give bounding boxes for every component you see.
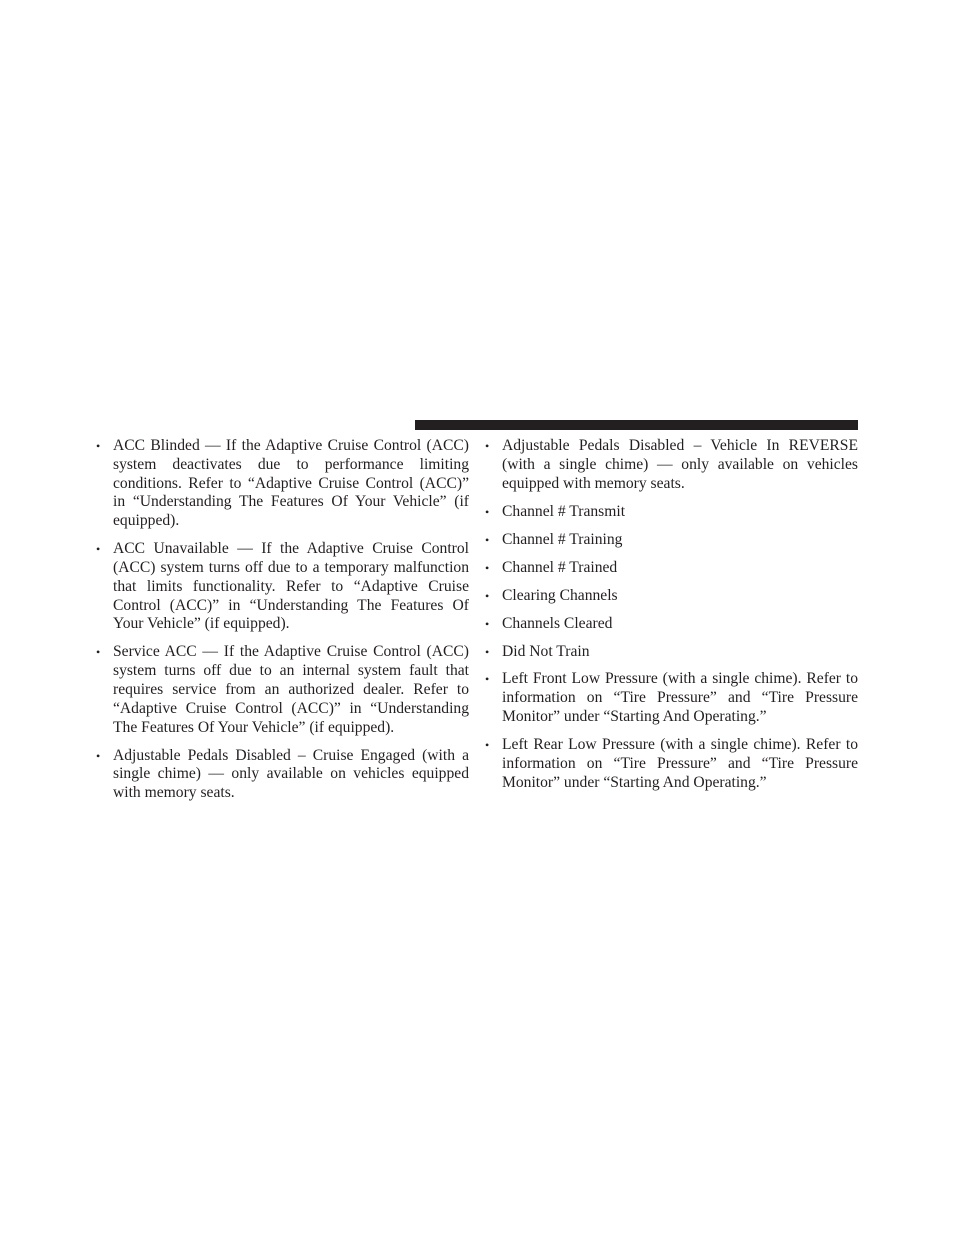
list-item: [485, 531, 858, 550]
list-item: [485, 503, 858, 522]
list-item-text: Channel # Trained: [502, 558, 618, 576]
list-item-text: Channel # Transmit: [502, 502, 626, 520]
bullet-icon: •: [96, 748, 101, 763]
list-item-text: ACC Blinded — If the Adaptive Cruise Control (ACC) system deactivates due to performance limiting conditions. Refer to “Adaptive Cruise Control (ACC)” in “Understanding The Features Of Your Vehicle” (if equipped).: [113, 437, 469, 530]
bullet-icon: •: [485, 672, 490, 687]
list-item: [96, 643, 469, 737]
list-item: [485, 587, 858, 606]
list-item-text: Adjustable Pedals Disabled – Vehicle In REVERSE (with a single chime) — only available on vehicles equipped with memory seats.: [502, 437, 858, 492]
list-item-text: Did Not Train: [502, 642, 590, 660]
list-item-text: Channel # Training: [502, 530, 623, 548]
bullet-icon: •: [96, 645, 101, 660]
list-item: [96, 540, 469, 634]
list-item: [485, 643, 858, 662]
left-column-list: [96, 437, 469, 812]
right-column-list: [485, 437, 858, 802]
bullet-icon: •: [96, 439, 101, 453]
bullet-icon: •: [485, 738, 490, 753]
list-item: [485, 736, 858, 792]
bullet-icon: •: [485, 616, 490, 631]
bullet-icon: •: [485, 532, 490, 547]
bullet-icon: •: [96, 542, 101, 557]
header-bar: [415, 420, 858, 430]
list-item-text: Service ACC — If the Adaptive Cruise Control (ACC) system turns off due to an internal system fault that requires service from an authorized dealer. Refer to “Adaptive Cruise Control (ACC)” in “Understanding The Features Of Your Vehicle” (if equipped).: [113, 643, 469, 736]
bullet-icon: •: [485, 504, 490, 519]
list-item: [485, 559, 858, 578]
list-item-text: ACC Unavailable — If the Adaptive Cruise Control (ACC) system turns off due to a temporary malfunction that limits functionality. Refer to “Adaptive Cruise Control (ACC)” in “Understanding The Features Of Your Vehicle” (if equipped).: [113, 540, 469, 633]
bullet-icon: •: [485, 560, 490, 575]
list-item-text: Adjustable Pedals Disabled – Cruise Engaged (with a single chime) — only available on vehicles equipped with memory seats.: [113, 746, 469, 802]
list-item: [96, 747, 469, 803]
list-item-text: Left Front Low Pressure (with a single chime). Refer to information on “Tire Pressure” and “Tire Pressure Monitor” under “Starting And Operating.”: [502, 670, 858, 726]
list-item: [485, 615, 858, 634]
list-item-text: Clearing Channels: [502, 586, 618, 604]
bullet-icon: •: [485, 588, 490, 603]
bullet-icon: •: [485, 439, 490, 453]
bullet-icon: •: [485, 644, 490, 659]
list-item-text: Channels Cleared: [502, 614, 613, 632]
list-item: [96, 437, 469, 531]
list-item-text: Left Rear Low Pressure (with a single chime). Refer to information on “Tire Pressure” and “Tire Pressure Monitor” under “Starting And Operating.”: [502, 736, 858, 791]
list-item: [485, 670, 858, 726]
list-item: [485, 437, 858, 493]
